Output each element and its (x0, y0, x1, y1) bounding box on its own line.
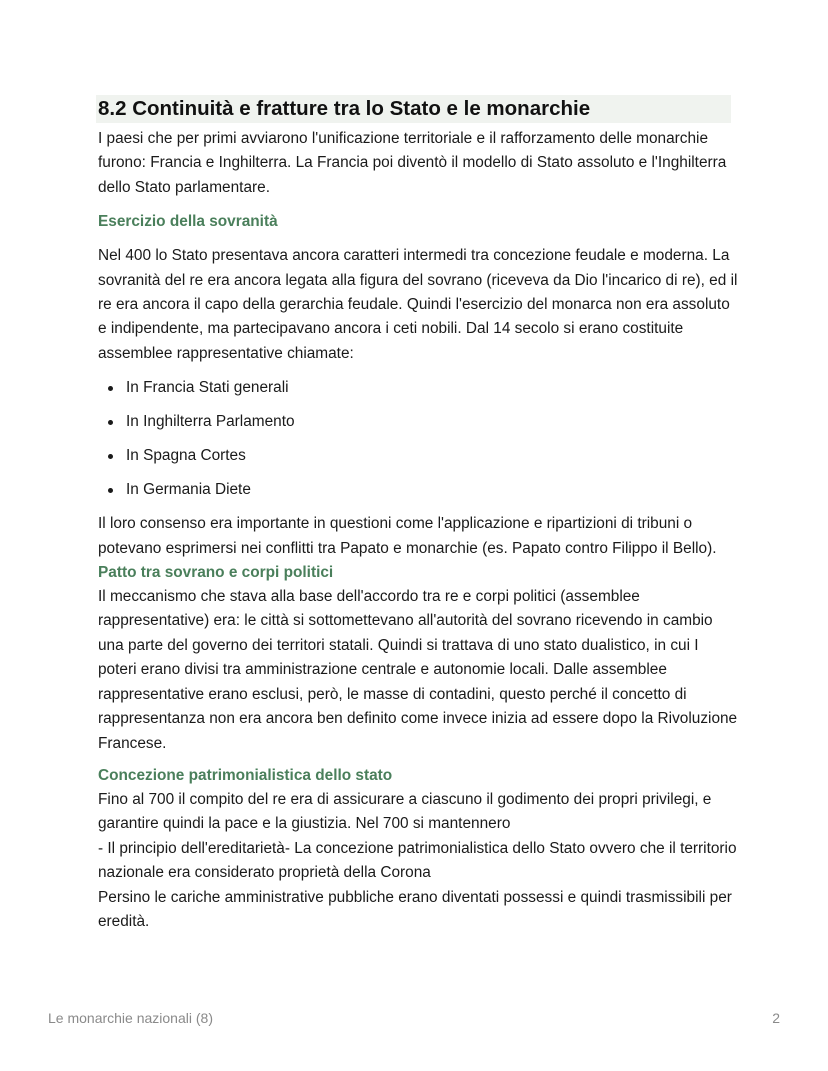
bullet-icon (108, 454, 113, 459)
concezione-line-1: Fino al 700 il compito del re era di assicurare a ciascuno il godimento dei propri privilegi, e garantire quindi la pace e la giustizia. Nel 700 si mantennero (98, 790, 712, 833)
bullet-icon (108, 420, 113, 425)
section-title: 8.2 Continuità e fratture tra lo Stato e le monarchie (96, 95, 731, 123)
list-item-text: In Inghilterra Parlamento (126, 413, 295, 431)
subheading-concezione: Concezione patrimonialistica dello stato (98, 766, 393, 784)
list-item (98, 376, 738, 400)
footer-document-title: Le monarchie nazionali (8) (48, 1010, 213, 1026)
list-item (98, 410, 738, 434)
bullet-icon (108, 488, 113, 493)
list-item (98, 478, 738, 502)
list-item-text: In Francia Stati generali (126, 379, 289, 397)
patto-paragraph: Il meccanismo che stava alla base dell'accordo tra re e corpi politici (assemblee rappresentative) era: le città si sottomettevano all'autorità del sovrano ricevendo in cambio una parte del governo dei territori statali. Quindi si trattava di uno stato dualistico, in cui I poteri erano divisi tra amministrazione centrale e autonomie locali. Dalle assemblee rappresentative erano esclusi, però, le masse di contadini, questo perché il concetto di rappresentanza non era ancora ben definito come invece inizia ad essere dopo la Rivoluzione Francese. (98, 588, 738, 752)
consenso-paragraph: Il loro consenso era importante in questioni come l'applicazione e ripartizioni di tribuni o potevano esprimersi nei conflitti tra Papato e monarchie (es. Papato contro Filippo il Bello). (98, 515, 717, 557)
bullet-icon (108, 386, 113, 391)
page-content (98, 95, 738, 934)
subheading-esercizio-sovranita: Esercizio della sovranità (98, 213, 278, 231)
intro-paragraph: I paesi che per primi avviarono l'unificazione territoriale e il rafforzamento delle monarchie furono: Francia e Inghilterra. La Francia poi diventò il modello di Stato assoluto e l'Inghilterra dello Stato parlamentare. (98, 130, 727, 196)
list-item (98, 444, 738, 468)
concezione-line-2: - Il principio dell'ereditarietà- La concezione patrimonialistica dello Stato ovvero che il territorio nazionale era considerato proprietà della Corona (98, 839, 737, 882)
concezione-line-3: Persino le cariche amministrative pubbliche erano diventati possessi e quindi trasmissibili per eredità. (98, 888, 732, 930)
subheading-patto: Patto tra sovrano e corpi politici (98, 564, 334, 582)
sovranita-paragraph: Nel 400 lo Stato presentava ancora caratteri intermedi tra concezione feudale e moderna. La sovranità del re era ancora legata alla figura del sovrano (riceveva da Dio l'incarico di re), ed il re era ancora il capo della gerarchia feudale. Quindi l'esercizio del monarca non era assoluto e indipendente, ma partecipavano ancora i ceti nobili. Dal 14 secolo si erano costituite assemblee rappresentative chiamate: (98, 247, 738, 362)
list-item-text: In Spagna Cortes (126, 447, 246, 465)
assemblies-list (98, 376, 738, 502)
list-item-text: In Germania Diete (126, 481, 251, 499)
footer-page-number: 2 (772, 1010, 780, 1026)
